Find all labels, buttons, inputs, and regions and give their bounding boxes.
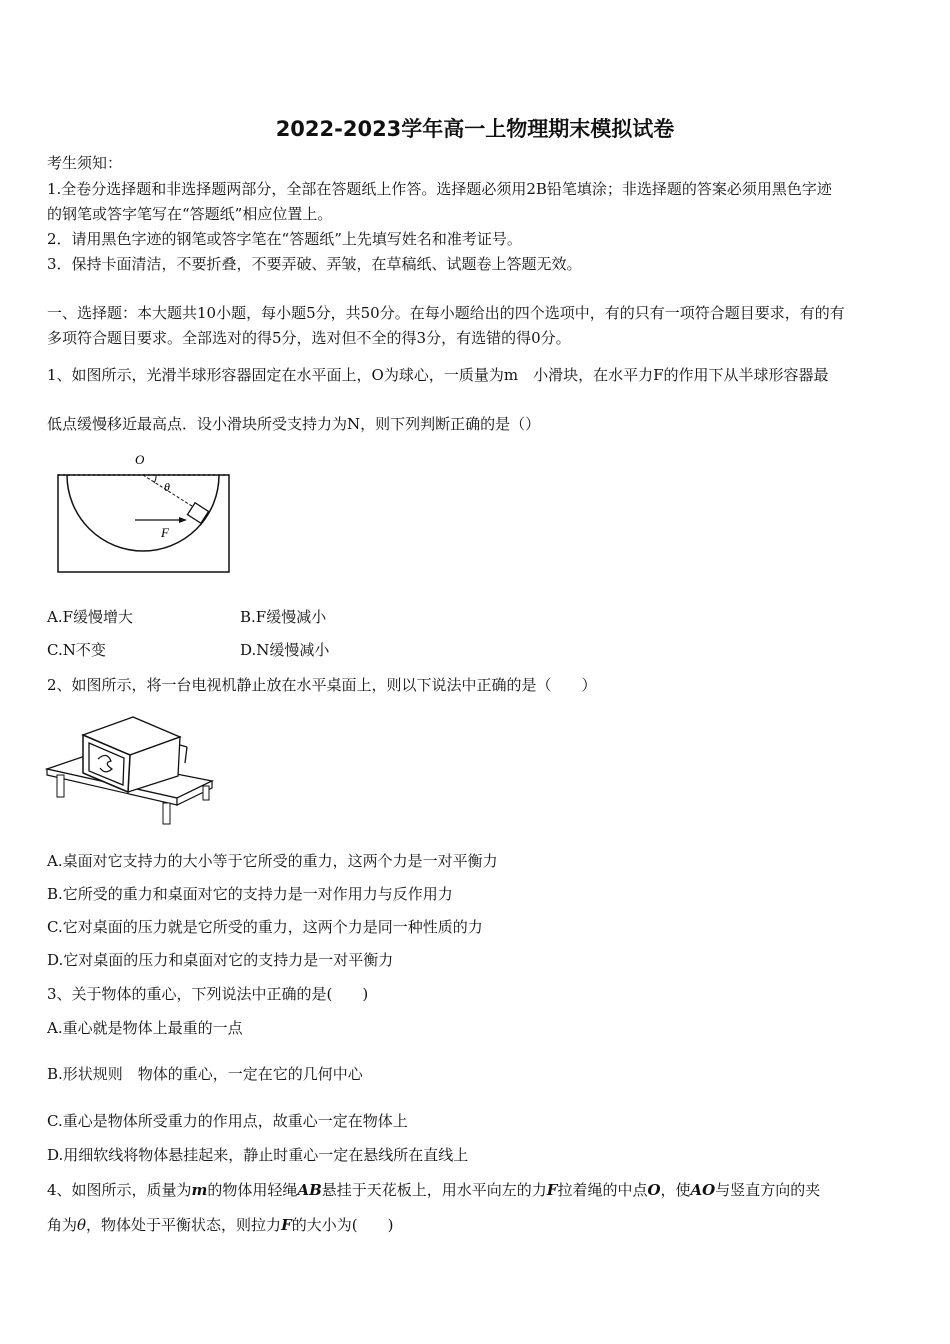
question-2-option-c: C.它对桌面的压力就是它所受的重力，这两个力是同一种性质的力 [47, 918, 483, 936]
slider-block [187, 503, 208, 523]
tv-back-knob [185, 747, 187, 763]
notice-item: 的钢笔或答字笔写在“答题纸”相应位置上。 [47, 205, 333, 223]
table-leg [163, 803, 170, 824]
question-4-stem-line2: 角为θ，物体处于平衡状态，则拉力F的大小为( ) [47, 1216, 394, 1234]
angle-arc [154, 475, 156, 483]
question-1-stem: 低点缓慢移近最高点．设小滑块所受支持力为N，则下列判断正确的是（） [47, 415, 541, 433]
question-2-stem: 2、如图所示，将一台电视机静止放在水平桌面上，则以下说法中正确的是（ ） [47, 676, 597, 694]
notice-item: 3．保持卡面清洁，不要折叠，不要弄破、弄皱，在草稿纸、试题卷上答题无效。 [47, 255, 582, 273]
section-intro-line: 一、选择题：本大题共10小题，每小题5分，共50分。在每小题给出的四个选项中，有的只有一项符合题目要求，有的有 [47, 304, 845, 322]
question-3-option-b: B.形状规则 物体的重心，一定在它的几何中心 [47, 1065, 363, 1083]
question-3-option-c: C.重心是物体所受重力的作用点，故重心一定在物体上 [47, 1112, 408, 1130]
question-1-figure [55, 450, 235, 575]
force-arrowhead [179, 517, 187, 523]
notice-heading: 考生须知： [47, 154, 123, 172]
question-3-option-a: A.重心就是物体上最重的一点 [47, 1019, 243, 1037]
section-intro-line: 多项符合题目要求。全部选对的得5分，选对但不全的得3分，有选错的得0分。 [47, 329, 571, 347]
question-1-option-b: B.F缓慢减小 [240, 608, 327, 626]
notice-item: 1.全卷分选择题和非选择题两部分，全部在答题纸上作答。选择题必须用2B铅笔填涂；非选择题的答案必须用黑色字迹 [47, 180, 832, 198]
question-3-option-d: D.用细软线将物体悬挂起来，静止时重心一定在悬线所在直线上 [47, 1146, 469, 1164]
page-title: 2022-2023学年高一上物理期末模拟试卷 [275, 117, 675, 141]
label-theta: θ [164, 480, 170, 494]
question-1-option-d: D.N缓慢减小 [240, 641, 330, 659]
question-2-option-a: A.桌面对它支持力的大小等于它所受的重力，这两个力是一对平衡力 [47, 852, 498, 870]
question-2-figure [45, 713, 215, 825]
label-f: F [161, 525, 169, 540]
question-1-option-a: A.F缓慢增大 [47, 608, 134, 626]
question-1-option-c: C.N不变 [47, 641, 106, 659]
question-3-stem: 3、关于物体的重心，下列说法中正确的是( ) [47, 985, 369, 1003]
question-4-stem-line1: 4、如图所示，质量为m的物体用轻绳AB悬挂于天花板上，用水平向左的力F拉着绳的中点O，使AO与竖直方向的夹 [47, 1181, 821, 1199]
table-leg [57, 775, 64, 797]
notice-item: 2．请用黑色字迹的钢笔或答字笔在“答题纸”上先填写姓名和准考证号。 [47, 230, 522, 248]
label-o: O [135, 452, 145, 467]
table-leg [203, 786, 209, 800]
question-2-option-b: B.它所受的重力和桌面对它的支持力是一对作用力与反作用力 [47, 885, 453, 903]
tv-back-knob [180, 745, 187, 747]
question-2-option-d: D.它对桌面的压力和桌面对它的支持力是一对平衡力 [47, 951, 394, 969]
question-1-stem: 1、如图所示，光滑半球形容器固定在水平面上，O为球心，一质量为m 小滑块，在水平力F的作用下从半球形容器最 [47, 366, 829, 384]
